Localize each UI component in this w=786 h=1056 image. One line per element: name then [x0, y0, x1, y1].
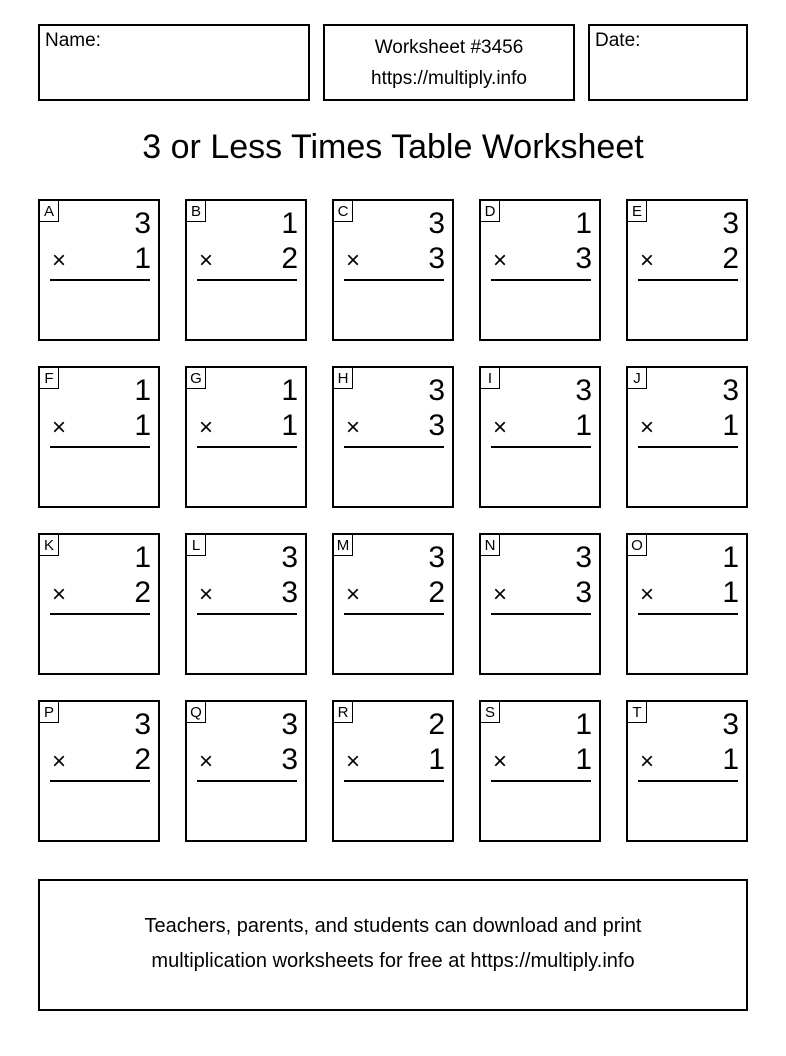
multiplicand: 3: [428, 374, 445, 407]
problem-letter: B: [187, 201, 206, 222]
problem-card: [626, 700, 748, 842]
multiplier: 1: [575, 409, 592, 442]
footer-box: [38, 879, 748, 1011]
times-sign: ×: [640, 748, 655, 775]
multiplicand: 3: [428, 207, 445, 240]
multiplier: 2: [134, 743, 151, 776]
times-sign: ×: [52, 414, 67, 441]
times-sign: ×: [199, 581, 214, 608]
multiplier: 1: [134, 409, 151, 442]
answer-line: [50, 613, 150, 615]
multiplicand: 1: [722, 541, 739, 574]
multiplier: 3: [281, 576, 298, 609]
problem-letter: T: [628, 702, 647, 723]
times-sign: ×: [346, 748, 361, 775]
footer-line-1: Teachers, parents, and students can download and print: [144, 915, 642, 937]
answer-line: [491, 613, 591, 615]
problem-letter: H: [334, 368, 353, 389]
problem-card: [626, 533, 748, 675]
date-field-box: [588, 24, 748, 101]
problem-card: [479, 366, 601, 508]
multiplier: 2: [722, 242, 739, 275]
multiplicand: 3: [428, 541, 445, 574]
answer-line: [344, 613, 444, 615]
multiplicand: 1: [575, 207, 592, 240]
page-title: 3 or Less Times Table Worksheet: [142, 128, 644, 166]
worksheet-info-box: [323, 24, 575, 101]
multiplier: 3: [575, 576, 592, 609]
times-sign: ×: [199, 748, 214, 775]
answer-line: [638, 279, 738, 281]
problem-letter: N: [481, 535, 500, 556]
problem-card: [38, 199, 160, 341]
name-label: Name:: [45, 30, 101, 51]
multiplicand: 1: [281, 207, 298, 240]
multiplier: 3: [428, 242, 445, 275]
answer-line: [344, 446, 444, 448]
multiplicand: 1: [575, 708, 592, 741]
multiplier: 1: [281, 409, 298, 442]
multiplier: 2: [428, 576, 445, 609]
problem-card: [332, 366, 454, 508]
site-url: https://multiply.info: [371, 68, 527, 89]
times-sign: ×: [640, 414, 655, 441]
multiplicand: 3: [575, 374, 592, 407]
multiplier: 1: [722, 409, 739, 442]
problem-letter: R: [334, 702, 353, 723]
answer-line: [491, 780, 591, 782]
multiplicand: 3: [722, 374, 739, 407]
problem-letter: G: [187, 368, 206, 389]
problem-card: [332, 533, 454, 675]
times-sign: ×: [493, 581, 508, 608]
multiplier: 1: [722, 743, 739, 776]
answer-line: [50, 446, 150, 448]
multiplier: 1: [428, 743, 445, 776]
multiplier: 3: [281, 743, 298, 776]
problem-letter: F: [40, 368, 59, 389]
times-sign: ×: [640, 247, 655, 274]
answer-line: [491, 279, 591, 281]
problem-card: [332, 700, 454, 842]
worksheet-id: Worksheet #3456: [374, 37, 524, 58]
multiplicand: 3: [281, 708, 298, 741]
problem-letter: S: [481, 702, 500, 723]
problem-letter: Q: [187, 702, 206, 723]
multiplier: 1: [722, 576, 739, 609]
multiplier: 1: [575, 743, 592, 776]
problem-letter: K: [40, 535, 59, 556]
times-sign: ×: [199, 247, 214, 274]
problem-letter: M: [334, 535, 353, 556]
multiplicand: 3: [575, 541, 592, 574]
multiplier: 1: [134, 242, 151, 275]
times-sign: ×: [640, 581, 655, 608]
times-sign: ×: [52, 581, 67, 608]
problem-letter: P: [40, 702, 59, 723]
times-sign: ×: [493, 247, 508, 274]
times-sign: ×: [52, 748, 67, 775]
problem-card: [185, 366, 307, 508]
problem-letter: A: [40, 201, 59, 222]
answer-line: [197, 613, 297, 615]
name-field-box: [38, 24, 310, 101]
problem-letter: E: [628, 201, 647, 222]
answer-line: [491, 446, 591, 448]
answer-line: [638, 613, 738, 615]
problem-card: [38, 366, 160, 508]
multiplicand: 2: [428, 708, 445, 741]
problem-card: [185, 700, 307, 842]
problem-card: [479, 199, 601, 341]
problem-letter: O: [628, 535, 647, 556]
multiplicand: 3: [722, 207, 739, 240]
answer-line: [50, 279, 150, 281]
times-sign: ×: [493, 748, 508, 775]
multiplicand: 3: [722, 708, 739, 741]
problem-card: [626, 366, 748, 508]
multiplier: 2: [134, 576, 151, 609]
multiplicand: 1: [281, 374, 298, 407]
problem-letter: D: [481, 201, 500, 222]
problem-card: [332, 199, 454, 341]
problem-card: [185, 199, 307, 341]
problem-card: [479, 700, 601, 842]
problem-letter: L: [187, 535, 206, 556]
answer-line: [344, 279, 444, 281]
multiplier: 3: [575, 242, 592, 275]
multiplicand: 3: [134, 708, 151, 741]
problem-card: [38, 700, 160, 842]
times-sign: ×: [493, 414, 508, 441]
times-sign: ×: [346, 581, 361, 608]
answer-line: [197, 780, 297, 782]
times-sign: ×: [346, 414, 361, 441]
times-sign: ×: [52, 247, 67, 274]
problem-card: [479, 533, 601, 675]
date-label: Date:: [595, 30, 641, 51]
multiplicand: 1: [134, 374, 151, 407]
answer-line: [344, 780, 444, 782]
answer-line: [197, 446, 297, 448]
problem-letter: J: [628, 368, 647, 389]
problem-letter: I: [481, 368, 500, 389]
multiplier: 2: [281, 242, 298, 275]
answer-line: [638, 446, 738, 448]
multiplicand: 3: [281, 541, 298, 574]
times-sign: ×: [199, 414, 214, 441]
problem-letter: C: [334, 201, 353, 222]
problem-card: [38, 533, 160, 675]
answer-line: [638, 780, 738, 782]
problem-card: [626, 199, 748, 341]
multiplicand: 1: [134, 541, 151, 574]
problem-card: [185, 533, 307, 675]
answer-line: [197, 279, 297, 281]
times-sign: ×: [346, 247, 361, 274]
answer-line: [50, 780, 150, 782]
multiplicand: 3: [134, 207, 151, 240]
multiplier: 3: [428, 409, 445, 442]
footer-line-2: multiplication worksheets for free at https://multiply.info: [151, 950, 635, 972]
